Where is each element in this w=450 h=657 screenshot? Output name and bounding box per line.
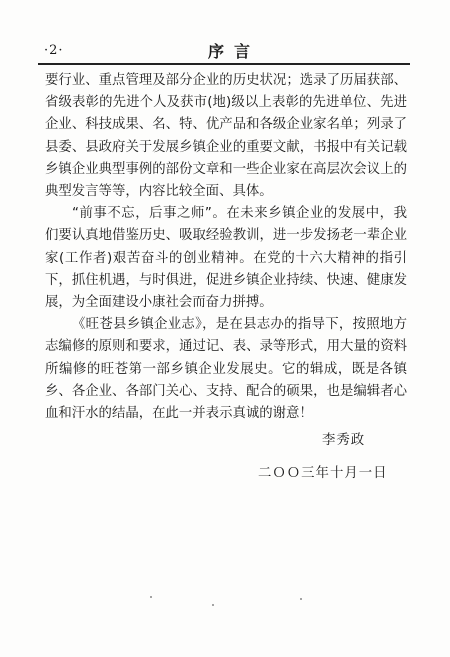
scan-speck [212,604,214,606]
section-title: 序言 [208,42,261,61]
author-signature: 李秀政 [322,433,366,448]
page-header [38,36,410,62]
header-rule [38,63,410,65]
scan-speck [150,596,152,598]
paragraph: “前事不忘，后事之师”。在未来乡镇企业的发展中，我们要认真地借鉴历史、吸取经验教训，进一步发扬老一辈企业家(工作者)艰苦奋斗的创业精神。在党的十六大精神的指引下，抓住机遇，与时俱进，促进乡镇企业持续、快速、健康发展，为全面建设小康社会而奋力拼搏。 [45,206,407,311]
paragraph-continuation: 要行业、重点管理及部分企业的历史状况；选录了历届获部、省级表彰的先进个人及获市(地)级以上表彰的先进单位、先进企业、科技成果、名、特、优产品和各级企业家名单；列录了县委、县政府关于发展乡镇企业的重要文献，书报中有关记载乡镇企业典型事例的部份文章和一些企业家在高层次会议上的典型发言等等，内容比较全面、具体。 [45,73,407,200]
body-text [45,70,407,425]
page-number: ·2· [44,43,64,58]
signature-date: 二ＯＯ三年十月一日 [258,466,388,481]
scan-speck [300,598,302,600]
paragraph: 《旺苍县乡镇企业志》，是在县志办的指导下，按照地方志编修的原则和要求，通过记、表、录等形式，用大量的资料所编修的旺苍第一部乡镇企业发展史。它的辑成，既是各镇乡、各企业、各部门关心、支持、配合的硕果，也是编辑者心血和汗水的结晶，在此一并表示真诚的谢意！ [45,317,407,422]
